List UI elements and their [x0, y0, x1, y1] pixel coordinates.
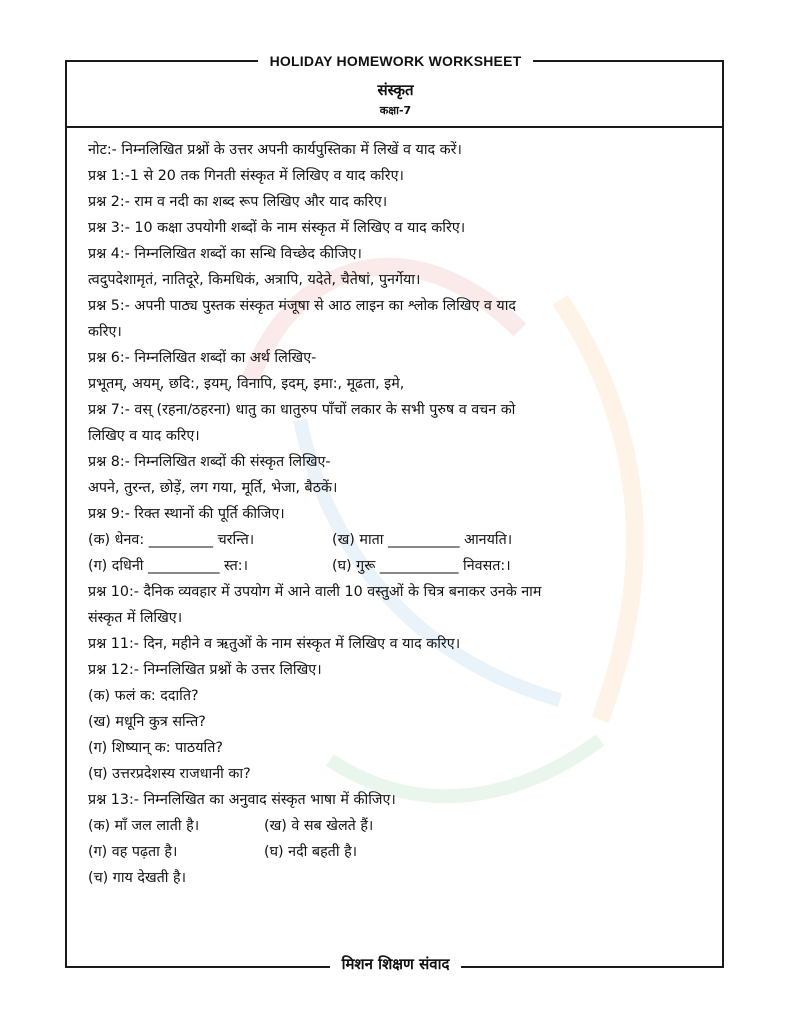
question-5-cont: करिए।	[88, 324, 122, 340]
blank-gha: (घ) गुरू ___________ निवसत:।	[332, 558, 511, 574]
subject-heading: संस्कृत	[377, 81, 414, 99]
question-10: प्रश्न 10:- दैनिक व्यवहार में उपयोग में आने वाली 10 वस्तुओं के चित्र बनाकर उनके नाम	[88, 584, 542, 600]
blank-ga: (ग) दधिनी __________ स्त:।	[88, 558, 248, 574]
header-divider	[65, 126, 724, 128]
question-8: प्रश्न 8:- निम्नलिखित शब्दों की संस्कृत लिखिए-	[88, 454, 331, 470]
question-list	[88, 137, 708, 891]
translate-kha: (ख) वे सब खेलते हैं।	[264, 818, 374, 834]
blank-kha: (ख) माता __________ आनयति।	[332, 532, 513, 548]
question-8-words: अपने, तुरन्त, छोड़ें, लग गया, मूर्ति, भेजा, बैठकें।	[88, 480, 338, 496]
worksheet-title: HOLIDAY HOMEWORK WORKSHEET	[0, 51, 791, 70]
blanks-row-2	[88, 553, 708, 579]
question-4-words: त्वदुपदेशामृतं, नातिदूरे, किमधिकं, अत्रापि, यदेते, चैतेषां, पुनर्गेया।	[88, 272, 421, 288]
question-4: प्रश्न 4:- निम्नलिखित शब्दों का सन्धि विच्छेद कीजिए।	[88, 246, 362, 262]
question-9: प्रश्न 9:- रिक्त स्थानों की पूर्ति कीजिए।	[88, 506, 285, 522]
question-12-gha: (घ) उत्तरप्रदेशस्य राजधानी का?	[88, 766, 251, 782]
question-12-kha: (ख) मधूनि कुत्र सन्ति?	[88, 714, 206, 730]
question-7: प्रश्न 7:- वस् (रहना/ठहरना) धातु का धातुरुप पाँचों लकार के सभी पुरुष व वचन को	[88, 402, 516, 418]
question-13: प्रश्न 13:- निम्नलिखित का अनुवाद संस्कृत भाषा में कीजिए।	[88, 792, 396, 808]
translate-ka: (क) माँ जल लाती है।	[88, 818, 200, 834]
translate-row-1	[88, 813, 708, 839]
blanks-row-1	[88, 527, 708, 553]
question-6-words: प्रभूतम्, अयम्, छदि:, इयम्, विनापि, इदम्, इमा:, मूढता, इमे,	[88, 376, 405, 392]
question-12: प्रश्न 12:- निम्नलिखित प्रश्नों के उत्तर लिखिए।	[88, 662, 322, 678]
grade-label: कक्षा-7	[379, 104, 412, 117]
translate-row-2	[88, 839, 708, 865]
question-7-cont: लिखिए व याद करिए।	[88, 428, 200, 444]
note-line: नोट:- निम्नलिखित प्रश्नों के उत्तर अपनी कार्यपुस्तिका में लिखें व याद करें।	[88, 142, 462, 158]
translate-gha: (घ) नदी बहती है।	[264, 844, 358, 860]
question-12-ka: (क) फलं क: ददाति?	[88, 688, 199, 704]
question-12-ga: (ग) शिष्यान् क: पाठयति?	[88, 740, 223, 756]
question-10-cont: संस्कृत में लिखिए।	[88, 610, 183, 626]
question-5: प्रश्न 5:- अपनी पाठ्य पुस्तक संस्कृत मंजूषा से आठ लाइन का श्लोक लिखिए व याद	[88, 298, 516, 314]
translate-ga: (ग) वह पढ़ता है।	[88, 844, 178, 860]
blank-ka: (क) धेनव: _________ चरन्ति।	[88, 532, 255, 548]
question-3: प्रश्न 3:- 10 कक्षा उपयोगी शब्दों के नाम संस्कृत में लिखिए व याद करिए।	[88, 220, 466, 236]
question-6: प्रश्न 6:- निम्नलिखित शब्दों का अर्थ लिखिए-	[88, 350, 317, 366]
question-1: प्रश्न 1:-1 से 20 तक गिनती संस्कृत में लिखिए व याद करिए।	[88, 168, 404, 184]
question-11: प्रश्न 11:- दिन, महीने व ऋतुओं के नाम संस्कृत में लिखिए व याद करिए।	[88, 636, 461, 652]
question-2: प्रश्न 2:- राम व नदी का शब्द रूप लिखिए और याद करिए।	[88, 194, 388, 210]
footer-brand: मिशन शिक्षण संवाद	[0, 954, 791, 974]
translate-cha: (च) गाय देखती है।	[88, 870, 187, 886]
